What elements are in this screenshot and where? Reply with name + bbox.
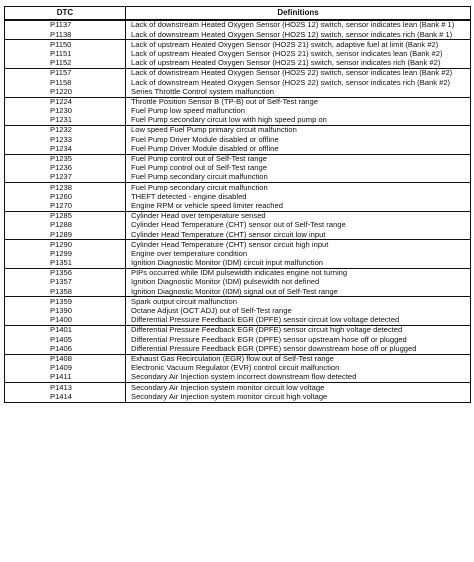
dtc-definition: Cylinder Head Temperature (CHT) sensor circuit high input: [126, 240, 471, 250]
dtc-definition: Secondary Air Injection system monitor circuit low voltage: [126, 383, 471, 393]
dtc-definition: Fuel Pump secondary circuit low with high speed pump on: [126, 116, 471, 126]
dtc-code: P1285: [5, 211, 126, 221]
dtc-code: P1235: [5, 154, 126, 164]
dtc-code: P1290: [5, 240, 126, 250]
dtc-code: P1400: [5, 316, 126, 326]
table-row: [5, 287, 471, 297]
dtc-definition: Secondary Air Injection system monitor circuit high voltage: [126, 392, 471, 402]
dtc-definition: Lack of downstream Heated Oxygen Sensor (HO2S 12) switch, sensor indicates lean (Bank # 1): [126, 20, 471, 30]
dtc-definition: Spark output circuit malfunction: [126, 297, 471, 307]
dtc-code: P1220: [5, 87, 126, 97]
dtc-code: P1138: [5, 30, 126, 40]
dtc-code: P1151: [5, 50, 126, 59]
table-row: [5, 202, 471, 212]
dtc-code: P1158: [5, 78, 126, 87]
dtc-code: P1414: [5, 392, 126, 402]
dtc-table: [4, 6, 471, 403]
dtc-code: P1232: [5, 126, 126, 136]
dtc-definition: Differential Pressure Feedback EGR (DPFE) sensor upstream hose off or plugged: [126, 335, 471, 344]
dtc-definition: Low speed Fuel Pump primary circuit malfunction: [126, 126, 471, 136]
table-row: [5, 126, 471, 136]
table-row: [5, 30, 471, 40]
dtc-definition: Differential Pressure Feedback EGR (DPFE) sensor downstream hose off or plugged: [126, 344, 471, 354]
dtc-code: P1224: [5, 97, 126, 107]
table-row: [5, 59, 471, 69]
dtc-definition: Fuel Pump Driver Module disabled or offline: [126, 135, 471, 144]
dtc-definition: Engine RPM or vehicle speed limiter reached: [126, 202, 471, 212]
dtc-code: P1237: [5, 173, 126, 183]
dtc-code: P1411: [5, 373, 126, 383]
table-row: [5, 116, 471, 126]
table-row: [5, 335, 471, 344]
table-row: [5, 68, 471, 78]
dtc-definition: Cylinder Head Temperature (CHT) sensor out of Self-Test range: [126, 221, 471, 230]
dtc-definition: Fuel Pump secondary circuit malfunction: [126, 183, 471, 193]
dtc-definition: Lack of upstream Heated Oxygen Sensor (HO2S 21) switch, sensor indicates rich (Bank #2): [126, 59, 471, 69]
dtc-code: P1150: [5, 40, 126, 50]
dtc-definition: Fuel Pump control out of Self-Test range: [126, 154, 471, 164]
dtc-code: P1233: [5, 135, 126, 144]
dtc-definition: Fuel Pump secondary circuit malfunction: [126, 173, 471, 183]
dtc-code: P1289: [5, 230, 126, 240]
table-row: [5, 392, 471, 402]
dtc-code: P1157: [5, 68, 126, 78]
dtc-code: P1406: [5, 344, 126, 354]
dtc-code: P1408: [5, 354, 126, 364]
dtc-definition: Exhaust Gas Recirculation (EGR) flow out of Self-Test range: [126, 354, 471, 364]
dtc-definition: Cylinder Head over temperature sensed: [126, 211, 471, 221]
dtc-definition: Engine over temperature condition: [126, 250, 471, 259]
dtc-table-page: [4, 6, 470, 403]
dtc-code: P1137: [5, 20, 126, 30]
table-row: [5, 373, 471, 383]
dtc-code: P1234: [5, 144, 126, 154]
table-row: [5, 173, 471, 183]
dtc-code: P1351: [5, 259, 126, 269]
dtc-table-body: [5, 20, 471, 402]
table-row: [5, 20, 471, 30]
table-row: [5, 183, 471, 193]
dtc-definition: Differential Pressure Feedback EGR (DPFE) sensor circuit high voltage detected: [126, 326, 471, 336]
dtc-code: P1390: [5, 307, 126, 316]
dtc-column-header: DTC: [5, 7, 126, 21]
dtc-definition: Ignition Diagnostic Monitor (IDM) pulsewidth not defined: [126, 278, 471, 287]
dtc-code: P1230: [5, 107, 126, 116]
dtc-definition: Fuel Pump low speed malfunction: [126, 107, 471, 116]
dtc-code: P1357: [5, 278, 126, 287]
dtc-definition: Lack of upstream Heated Oxygen Sensor (HO2S 21) switch, sensor indicates lean (Bank #2): [126, 50, 471, 59]
table-row: [5, 259, 471, 269]
table-row: [5, 221, 471, 230]
definitions-column-header: Definitions: [126, 7, 471, 21]
dtc-code: P1299: [5, 250, 126, 259]
dtc-definition: Lack of downstream Heated Oxygen Sensor (HO2S 12) switch, sensor indicates rich (Bank # 1): [126, 30, 471, 40]
header-row: [5, 7, 471, 21]
dtc-definition: Fuel Pump Driver Module disabled or offline: [126, 144, 471, 154]
dtc-code: P1152: [5, 59, 126, 69]
dtc-definition: Lack of downstream Heated Oxygen Sensor (HO2S 22) switch, sensor indicates rich (Bank #2): [126, 78, 471, 87]
dtc-code: P1231: [5, 116, 126, 126]
dtc-code: P1236: [5, 164, 126, 173]
table-row: [5, 144, 471, 154]
dtc-definition: PIPs occurred while IDM pulsewidth indicates engine not turning: [126, 268, 471, 278]
dtc-definition: Cylinder Head Temperature (CHT) sensor circuit low input: [126, 230, 471, 240]
dtc-code: P1238: [5, 183, 126, 193]
table-row: [5, 326, 471, 336]
table-row: [5, 230, 471, 240]
dtc-definition: Ignition Diagnostic Monitor (IDM) circuit input malfunction: [126, 259, 471, 269]
dtc-definition: Ignition Diagnostic Monitor (IDM) signal out of Self-Test range: [126, 287, 471, 297]
dtc-definition: Secondary Air Injection system incorrect downstream flow detected: [126, 373, 471, 383]
dtc-code: P1270: [5, 202, 126, 212]
dtc-definition: Fuel Pump control out of Self-Test range: [126, 164, 471, 173]
dtc-code: P1358: [5, 287, 126, 297]
dtc-code: P1405: [5, 335, 126, 344]
dtc-code: P1413: [5, 383, 126, 393]
dtc-definition: Lack of upstream Heated Oxygen Sensor (HO2S 21) switch, adaptive fuel at limit (Bank #2): [126, 40, 471, 50]
table-row: [5, 278, 471, 287]
table-row: [5, 383, 471, 393]
dtc-code: P1288: [5, 221, 126, 230]
dtc-definition: Differential Pressure Feedback EGR (DPFE) sensor circuit low voltage detected: [126, 316, 471, 326]
dtc-code: P1260: [5, 192, 126, 201]
dtc-definition: Electronic Vacuum Regulator (EVR) control circuit malfunction: [126, 364, 471, 373]
dtc-definition: Series Throttle Control system malfunction: [126, 87, 471, 97]
table-row: [5, 316, 471, 326]
dtc-code: P1356: [5, 268, 126, 278]
table-row: [5, 87, 471, 97]
table-row: [5, 78, 471, 87]
dtc-code: P1409: [5, 364, 126, 373]
dtc-definition: Octane Adjust (OCT ADJ) out of Self-Test range: [126, 307, 471, 316]
dtc-definition: Throttle Position Sensor B (TP-B) out of Self-Test range: [126, 97, 471, 107]
table-row: [5, 344, 471, 354]
dtc-code: P1359: [5, 297, 126, 307]
dtc-code: P1401: [5, 326, 126, 336]
dtc-definition: Lack of downstream Heated Oxygen Sensor (HO2S 22) switch, sensor indicates lean (Bank #2): [126, 68, 471, 78]
dtc-definition: THEFT detected - engine disabled: [126, 192, 471, 201]
